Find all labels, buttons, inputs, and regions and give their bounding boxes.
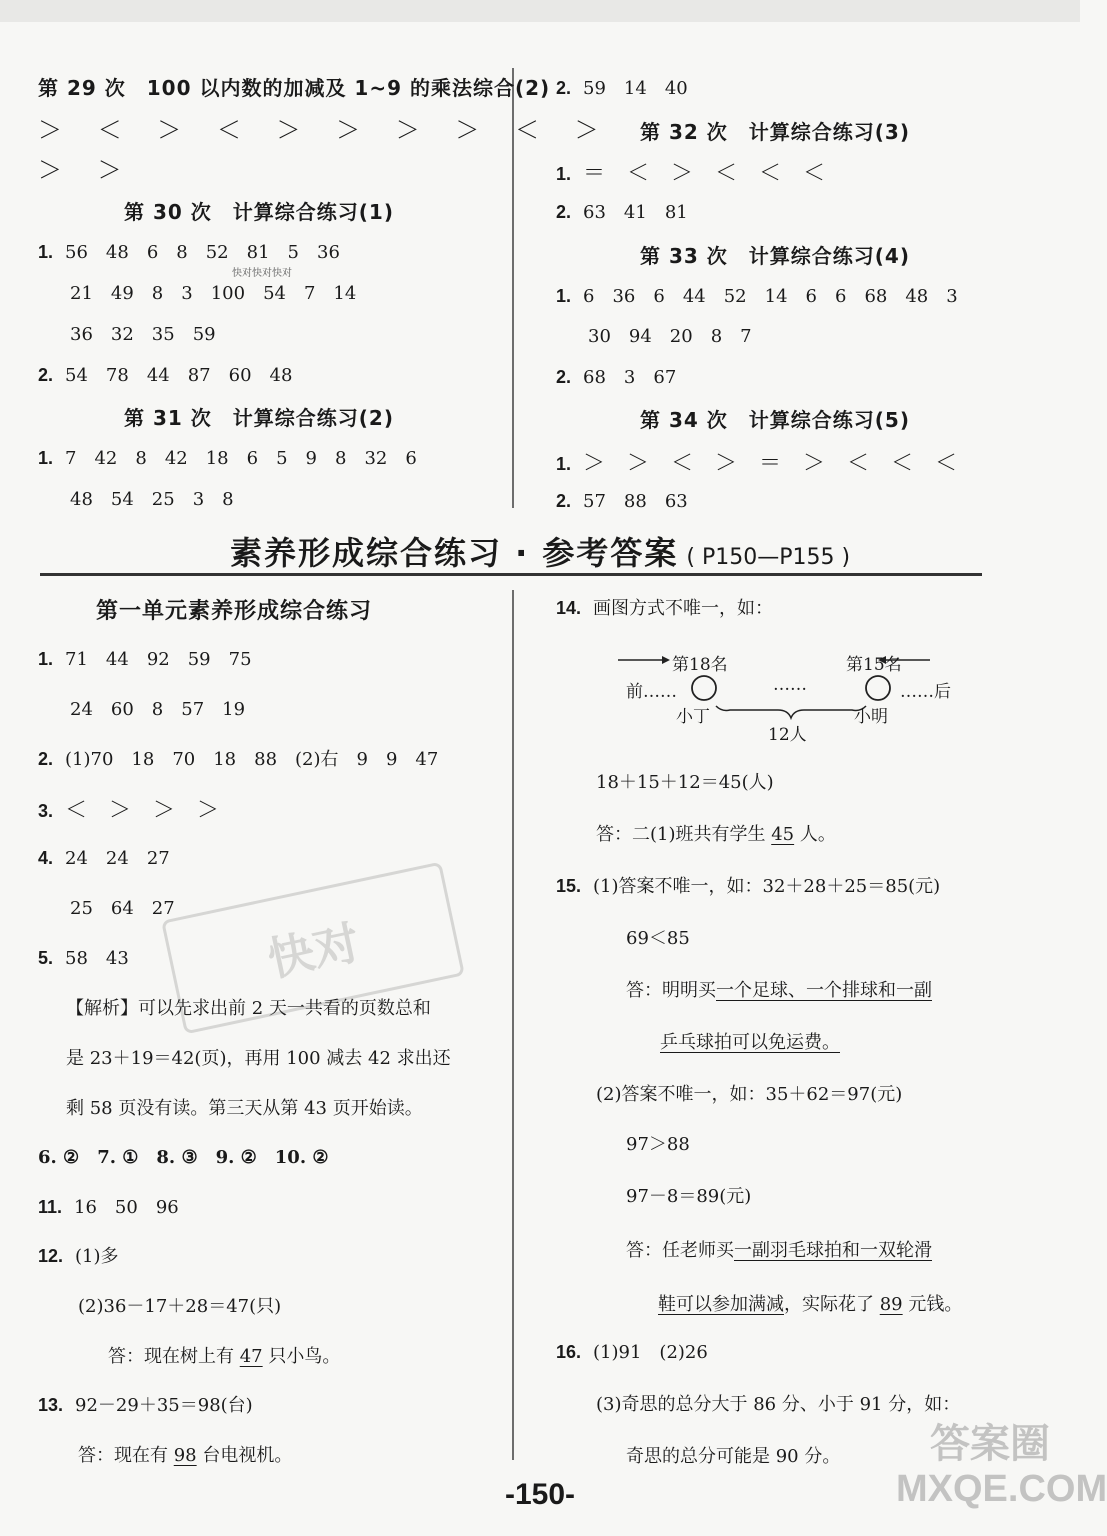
q15-compare2: 97＞88 [626, 1134, 690, 1155]
answer-text: 56 48 6 8 52 81 5 36 [65, 242, 340, 263]
answer-mid: ，实际花了 [784, 1294, 880, 1315]
section-30-q1-line2: 21 49 8 3 100 54 7 14 [70, 283, 357, 304]
section-30-q2: 2. 54 78 44 87 60 48 [38, 365, 293, 386]
banner-title: 素养形成综合练习 · 参考答案 [229, 534, 679, 572]
site-logo: 答案圈 [930, 1421, 1050, 1467]
q16: 16. (1)91 (2)26 [556, 1342, 708, 1363]
answer-text: 71 44 92 59 75 [65, 649, 252, 670]
section-29-title: 第 29 次 100 以内数的加减及 1~9 的乘法综合(2) [38, 76, 551, 100]
q15-compare1: 69＜85 [626, 928, 690, 949]
answer-text: 59 14 40 [583, 78, 688, 99]
page-number: -150- [504, 1478, 576, 1511]
q15-answer1 [626, 976, 932, 1002]
section-34-title: 第 34 次 计算综合练习(5) [640, 408, 910, 432]
name-label-b: 小明 [854, 707, 888, 727]
answer-text: 24 24 27 [65, 848, 170, 869]
answer-prefix: 答：现在树上有 [108, 1346, 240, 1367]
brace-icon [716, 706, 866, 718]
q16-part3: (3)奇思的总分大于 86 分、小于 91 分，如： [596, 1394, 961, 1415]
answer-value: 98 [173, 1445, 197, 1466]
answer-text: ＜ ＞ ＞ ＞ [65, 798, 220, 823]
answer-underlined: 一个足球、一个排球和一副 [716, 980, 932, 1001]
banner-rule [40, 573, 982, 576]
answer-suffix: 元钱。 [902, 1294, 963, 1315]
arrowhead-right-icon [662, 656, 670, 664]
answers-banner [0, 528, 1080, 574]
unit1-q6-to-q10: 6. ② 7. ① 8. ③ 9. ② 10. ② [38, 1147, 329, 1168]
answer-value: 89 [879, 1294, 903, 1315]
unit1-q13: 13. 92－29＋35＝98(台) [38, 1395, 253, 1416]
scan-edge [0, 0, 1080, 22]
answer-text: (1)91 (2)26 [593, 1342, 708, 1363]
answer-prefix: 答：任老师买 [626, 1240, 734, 1261]
section-30-title: 第 30 次 计算综合练习(1) [124, 200, 394, 224]
answer-suffix: 台电视机。 [196, 1445, 293, 1466]
unit1-q3: 3. ＜ ＞ ＞ ＞ [38, 798, 220, 823]
rank-label-a: 第18名 [672, 655, 728, 675]
q15-answer1-line2: 乒乓球拍可以免运费。 [660, 1032, 840, 1053]
section-33-q2: 2. 68 3 67 [556, 367, 677, 388]
answer-text: (1)70 18 70 18 88 (2)右 9 9 47 [65, 749, 439, 770]
answer-text: 92－29＋35＝98(台) [75, 1395, 253, 1416]
section-30-q1: 1. 56 48 6 8 52 81 5 36 [38, 242, 340, 263]
unit1-q12: 12. (1)多 [38, 1246, 119, 1267]
section-31-q1: 1. 7 42 8 42 18 6 5 9 8 32 6 [38, 448, 417, 469]
answer-prefix: 答：二(1)班共有学生 [596, 824, 772, 845]
answer-text: 7 42 8 42 18 6 5 9 8 32 6 [65, 448, 417, 469]
section-33-q1-line2: 30 94 20 8 7 [588, 326, 752, 347]
unit1-title: 第一单元素养形成综合练习 [96, 599, 373, 624]
answer-suffix: 人。 [794, 824, 836, 845]
answer-prefix: 答：明明买 [626, 980, 716, 1001]
unit1-q12-calc: (2)36－17＋28＝47(只) [78, 1296, 282, 1317]
answer-text: 68 3 67 [583, 367, 677, 388]
answer-text: 54 78 44 87 60 48 [65, 365, 293, 386]
answer-text: 16 50 96 [74, 1197, 179, 1218]
answer-text: 6 36 6 44 52 14 6 6 68 48 3 [583, 286, 958, 307]
unit1-q4-line2: 25 64 27 [70, 898, 175, 919]
answer-text: (1)多 [75, 1246, 119, 1267]
q15-answer2 [626, 1236, 932, 1262]
section-33-title: 第 33 次 计算综合练习(4) [640, 244, 910, 268]
section-34-q1: 1. ＞ ＞ ＜ ＞ ＝ ＞ ＜ ＜ ＜ [556, 451, 958, 476]
q15: 15. (1)答案不唯一，如：32＋28＋25＝85(元) [556, 876, 941, 897]
unit1-analysis-line1: 【解析】可以先求出前 2 天一共看的页数总和 [66, 998, 431, 1019]
answer-text: 57 88 63 [583, 491, 688, 512]
unit1-q11: 11. 16 50 96 [38, 1197, 179, 1218]
section-30-q1-line3: 36 32 35 59 [70, 324, 216, 345]
answer-suffix: 只小鸟。 [262, 1346, 341, 1367]
section-31-q1-line2: 48 54 25 3 8 [70, 489, 234, 510]
stamp-text: 快对 [161, 862, 465, 1035]
answer-text: ＞ ＞ ＜ ＞ ＝ ＞ ＜ ＜ ＜ [583, 451, 958, 476]
rank-label-b: 第15名 [846, 655, 902, 675]
unit1-q13-answer [78, 1441, 292, 1467]
answer-value: 45 [771, 824, 795, 845]
q16-answer: 奇思的总分可能是 90 分。 [626, 1446, 841, 1467]
section-32-q2: 2. 63 41 81 [556, 202, 688, 223]
section-31-title: 第 31 次 计算综合练习(2) [124, 406, 394, 430]
q14-calc: 18＋15＋12＝45(人) [596, 772, 774, 793]
section-32-title: 第 32 次 计算综合练习(3) [640, 120, 910, 144]
answer-value: 47 [239, 1346, 263, 1367]
banner-page-range: ( P150—P155 ) [686, 545, 851, 570]
unit1-analysis-line3: 剩 58 页没有读。第三天从第 43 页开始读。 [66, 1098, 423, 1119]
section-33-q1: 1. 6 36 6 44 52 14 6 6 68 48 3 [556, 286, 958, 307]
unit1-analysis-line2: 是 23＋19＝42(页)，再用 100 减去 42 求出还 [66, 1048, 451, 1069]
unit1-q1: 1. 71 44 92 59 75 [38, 649, 252, 670]
name-label-a: 小丁 [676, 707, 710, 727]
q15-answer2-line2 [658, 1290, 962, 1316]
answer-text: 63 41 81 [583, 202, 688, 223]
section-29-row2: ＞ ＞ [38, 156, 136, 184]
section-34-q2: 2. 57 88 63 [556, 491, 688, 512]
unit1-q2: 2. (1)70 18 70 18 88 (2)右 9 9 47 [38, 749, 439, 770]
q15-part2: (2)答案不唯一，如：35＋62＝97(元) [596, 1084, 903, 1105]
middle-dots: …… [773, 675, 807, 695]
gap-label: 12人 [768, 725, 807, 745]
section-29-right-q2: 2. 59 14 40 [556, 78, 688, 99]
answer-text: 画图方式不唯一，如： [593, 598, 774, 619]
back-label: ……后 [900, 682, 951, 702]
section-32-q1: 1. ＝ ＜ ＞ ＜ ＜ ＜ [556, 161, 826, 186]
q14-answer [596, 820, 836, 846]
column-divider-lower [512, 590, 514, 1460]
unit1-q4: 4. 24 24 27 [38, 848, 170, 869]
tiny-watermark: 快对快对快对 [232, 268, 292, 279]
person-circle-b [866, 676, 890, 700]
answer-underlined: 一副羽毛球拍和一双轮滑 [734, 1240, 932, 1261]
answer-underlined: 鞋可以参加满减 [658, 1294, 784, 1315]
unit1-q12-answer [108, 1342, 340, 1368]
answer-text: (1)答案不唯一，如：32＋28＋25＝85(元) [593, 876, 941, 897]
answer-text: ＝ ＜ ＞ ＜ ＜ ＜ [583, 161, 826, 186]
answer-prefix: 答：现在有 [78, 1445, 174, 1466]
front-label: 前…… [626, 682, 677, 702]
unit1-q5: 5. 58 43 [38, 948, 129, 969]
answer-text: 58 43 [65, 948, 129, 969]
site-url: MXQE.COM [896, 1468, 1107, 1510]
person-circle-a [692, 676, 716, 700]
q15-calc2: 97－8＝89(元) [626, 1186, 752, 1207]
unit1-q1-line2: 24 60 8 57 19 [70, 699, 246, 720]
section-29-row1: ＞ ＜ ＞ ＜ ＞ ＞ ＞ ＞ ＜ ＞ [38, 116, 613, 144]
q14: 14. 画图方式不唯一，如： [556, 598, 774, 619]
